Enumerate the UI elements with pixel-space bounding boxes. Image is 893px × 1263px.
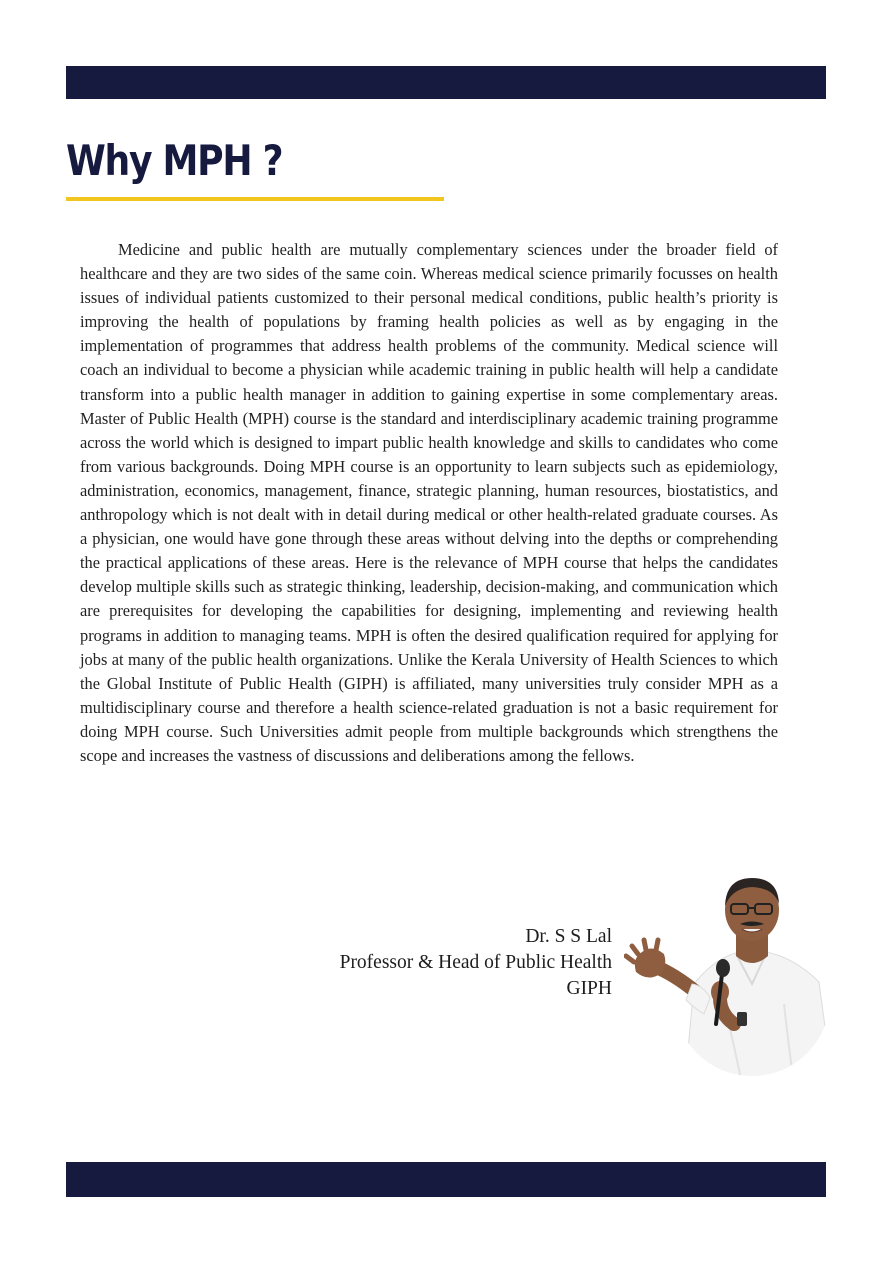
page-title: Why MPH ? (66, 136, 283, 185)
signature-designation: Professor & Head of Public Health (339, 952, 612, 973)
signature-institution: GIPH (566, 978, 612, 999)
top-band (66, 66, 826, 99)
title-underline (66, 197, 444, 201)
signature-block (340, 924, 612, 1002)
body-paragraph: Medicine and public health are mutually complementary sciences under the broader field of healthcare and they are two sides of the same coin. Whereas medical science primarily focusses on health issues of individual patients customized to their personal medical conditions, public health’s priority is improving the health of populations by framing health policies as well as by engaging in the implementation of programmes that address health problems of the community. Medical science will coach an individual to become a physician while academic training in public health will help a candidate transform into a public health manager in addition to gaining expertise in some complementary areas. Master of Public Health (MPH) course is the standard and interdisciplinary academic training programme across the world which is designed to impart public health knowledge and skills to candidates who come from various backgrounds. Doing MPH course is an opportunity to learn subjects such as epidemiology, administration, economics, management, finance, strategic planning, human resources, biostatistics, and anthropology which is not dealt with in detail during medical or other health-related graduate courses. As a physician, one would have gone through these areas without delving into the depths or comprehending the practical applications of these areas. Here is the relevance of MPH course that helps the candidates develop multiple skills such as strategic thinking, leadership, decision-making, and communication which are prerequisites for developing the capabilities for designing, implementing and reviewing health programs in addition to managing teams. MPH is often the desired qualification required for applying for jobs at many of the public health organizations. Unlike the Kerala University of Health Sciences to which the Global Institute of Public Health (GIPH) is affiliated, many universities truly consider MPH as a multidisciplinary course and therefore a health science-related graduation is not a basic requirement for doing MPH course. Such Universities admit people from multiple backgrounds which strengthens the scope and increases the vastness of discussions and deliberations among the fellows. (80, 240, 778, 765)
speaker-portrait-photo (624, 874, 834, 1094)
signature-name: Dr. S S Lal (525, 926, 612, 947)
bottom-band (66, 1162, 826, 1197)
